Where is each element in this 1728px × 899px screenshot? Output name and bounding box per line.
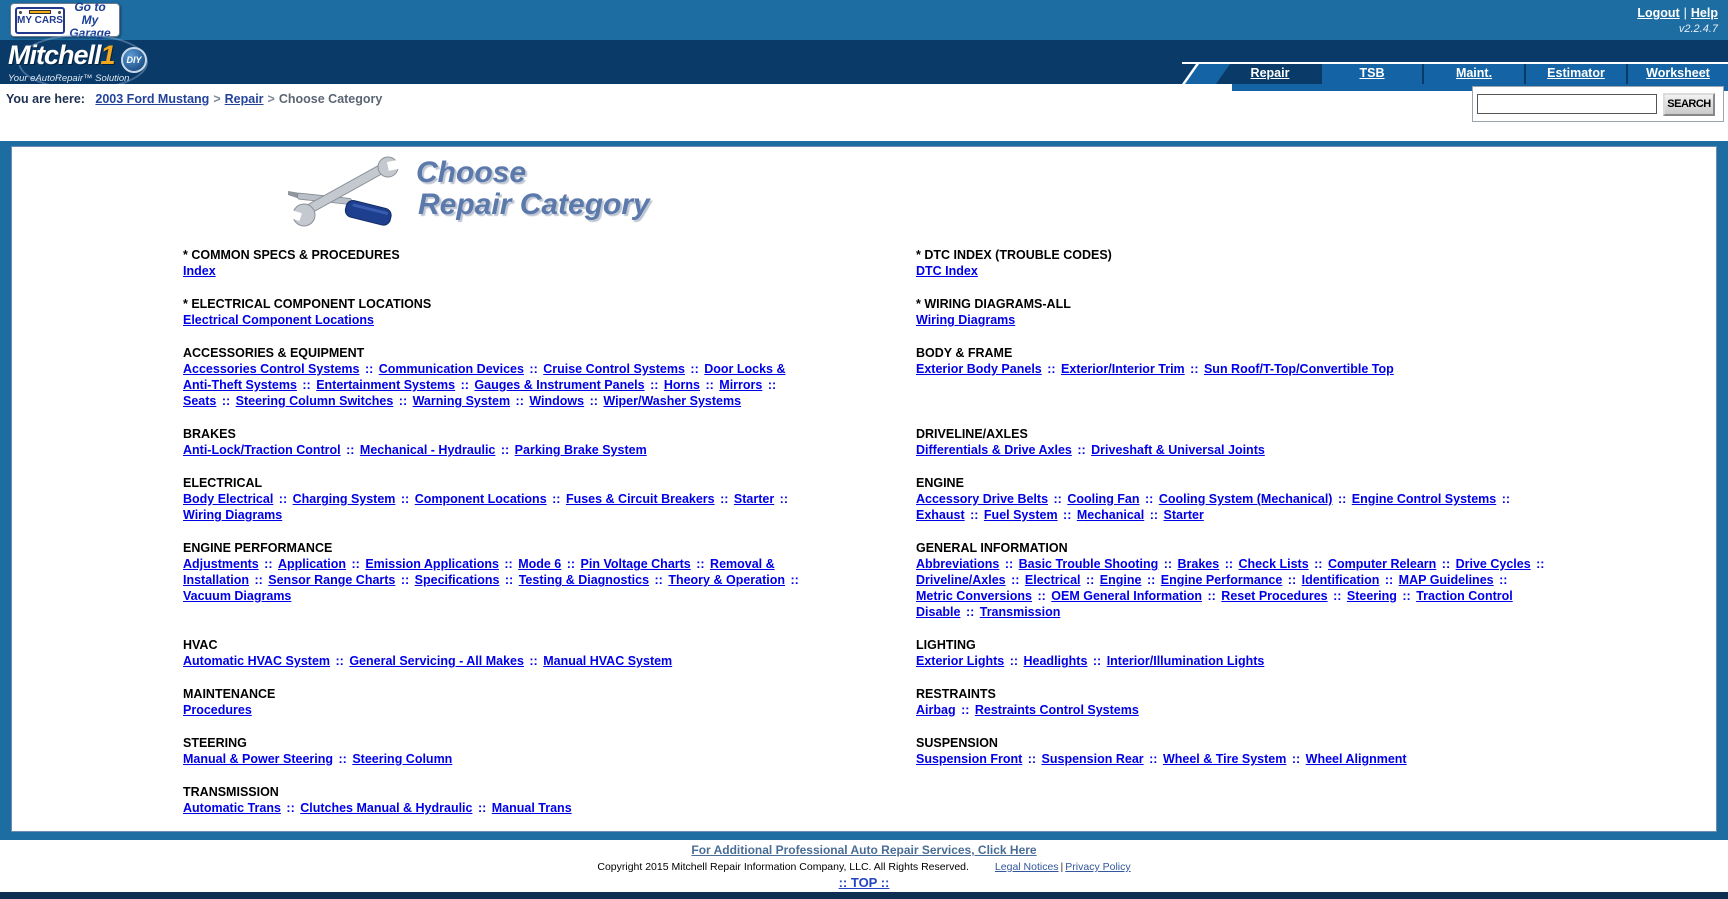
category-heading: ACCESSORIES & EQUIPMENT: [183, 346, 365, 360]
category-heading: LIGHTING: [916, 638, 976, 652]
footer: [0, 840, 1728, 892]
link-separator: ::: [298, 378, 315, 392]
category-link[interactable]: Restraints Control Systems: [974, 703, 1139, 717]
category-heading: BRAKES: [183, 427, 236, 441]
category-link[interactable]: Engine: [1099, 573, 1142, 587]
category-link[interactable]: Cruise Control Systems: [543, 362, 685, 376]
tab-maint[interactable]: Maint.: [1424, 64, 1524, 84]
category-link[interactable]: Electrical: [1024, 573, 1081, 587]
breadcrumb-current: Choose Category: [278, 92, 383, 106]
search-button[interactable]: SEARCH: [1663, 93, 1715, 116]
category-link[interactable]: Reset Procedures: [1221, 589, 1328, 603]
category-link[interactable]: Mirrors: [719, 378, 763, 392]
category-link[interactable]: Procedures: [183, 703, 252, 717]
category-links: [183, 263, 808, 279]
plate-label: MY CARS: [17, 14, 63, 26]
category-link[interactable]: Manual Trans: [491, 801, 572, 815]
additional-services-link[interactable]: For Additional Professional Auto Repair Services, Click Here: [691, 843, 1037, 857]
category-links: [916, 556, 1546, 620]
category-heading: HVAC: [183, 638, 218, 652]
category-heading: ENGINE: [916, 476, 964, 490]
category-link[interactable]: Windows: [529, 394, 585, 408]
category-link[interactable]: Manual & Power Steering: [183, 752, 334, 766]
category-section: [183, 686, 808, 718]
category-links: [183, 702, 808, 718]
category-link[interactable]: Engine Control Systems: [1351, 492, 1497, 506]
category-heading: MAINTENANCE: [183, 687, 276, 701]
link-separator: ::: [966, 508, 982, 522]
category-link[interactable]: Brakes: [1177, 557, 1220, 571]
link-separator: ::: [548, 492, 564, 506]
link-separator: ::: [361, 362, 377, 376]
link-separator: ::: [1006, 654, 1022, 668]
link-separator: ::: [525, 654, 542, 668]
category-section: [916, 784, 1546, 816]
wrench-screwdriver-icon: [284, 153, 402, 233]
link-separator: ::: [501, 573, 517, 587]
link-separator: ::: [1001, 557, 1017, 571]
page-title-line1: Choose: [416, 156, 527, 189]
category-link[interactable]: Engine Performance: [1160, 573, 1283, 587]
category-heading: * WIRING DIAGRAMS-ALL: [916, 297, 1071, 311]
link-separator: ::: [1146, 508, 1162, 522]
category-section: [183, 247, 808, 279]
category-link[interactable]: Gauges & Instrument Panels: [474, 378, 645, 392]
page-title-block: [284, 153, 650, 233]
category-links: [183, 491, 808, 523]
link-separator: ::: [397, 573, 413, 587]
category-heading: TRANSMISSION: [183, 785, 279, 799]
category-link[interactable]: Mode 6: [518, 557, 562, 571]
legal-notices-link[interactable]: Legal Notices: [994, 861, 1059, 873]
link-separator: ::: [1082, 573, 1098, 587]
category-links: [916, 312, 1546, 328]
category-link[interactable]: Sun Roof/T-Top/Convertible Top: [1203, 362, 1394, 376]
logo-tagline: Your eAutoRepair™ Solution: [8, 72, 130, 84]
category-link[interactable]: Application: [277, 557, 347, 571]
category-section: [916, 426, 1546, 458]
category-link[interactable]: Cooling System (Mechanical): [1158, 492, 1333, 506]
link-separator: ::: [275, 492, 291, 506]
category-links: [183, 442, 808, 458]
link-separator: ::: [1310, 557, 1326, 571]
plate-strip-icon: [29, 10, 51, 14]
link-separator: ::: [1143, 573, 1159, 587]
category-link[interactable]: Fuses & Circuit Breakers: [565, 492, 715, 506]
copyright-text: Copyright 2015 Mitchell Repair Information Company, LLC. All Rights Reserved.: [597, 861, 969, 873]
category-link[interactable]: Removal & Installation: [183, 557, 775, 587]
category-section: [183, 426, 808, 458]
breadcrumb-items: [88, 92, 382, 106]
category-link[interactable]: Exterior Body Panels: [916, 362, 1042, 376]
category-links: [183, 556, 808, 604]
category-link[interactable]: Sensor Range Charts: [268, 573, 396, 587]
link-separator: ::: [218, 394, 234, 408]
category-link[interactable]: Wiring Diagrams: [183, 508, 283, 522]
link-separator: ::: [1050, 492, 1066, 506]
link-separator: ::: [1160, 557, 1176, 571]
help-link[interactable]: Help: [1690, 6, 1718, 20]
category-link[interactable]: Differentials & Drive Axles: [916, 443, 1072, 457]
link-separator: ::: [395, 394, 411, 408]
category-link[interactable]: Starter: [733, 492, 775, 506]
tab-tsb[interactable]: TSB: [1322, 64, 1422, 84]
category-link[interactable]: Testing & Diagnostics: [518, 573, 650, 587]
category-link[interactable]: Basic Trouble Shooting: [1018, 557, 1159, 571]
link-separator: ::: [335, 752, 351, 766]
bottom-strip: [0, 892, 1728, 899]
garage-button-label: Go to My Garage: [69, 0, 111, 40]
category-link[interactable]: Component Locations: [414, 492, 547, 506]
category-section: [183, 637, 808, 669]
breadcrumb: [6, 92, 382, 106]
copyright-row: Copyright 2015 Mitchell Repair Information Company, LLC. All Rights Reserved. Legal Notices | Privacy Policy: [597, 861, 1131, 873]
breadcrumb-link[interactable]: 2003 Ford Mustang: [95, 92, 210, 106]
link-separator: ::: [776, 492, 789, 506]
link-separator: ::: [497, 443, 513, 457]
link-separator: ::: [1034, 589, 1050, 603]
category-link[interactable]: Wiring Diagrams: [916, 313, 1016, 327]
category-section: [916, 247, 1546, 279]
top-link[interactable]: :: TOP ::: [838, 875, 890, 890]
link-separator: ::: [1329, 589, 1345, 603]
link-separator: ::: [1495, 573, 1508, 587]
category-heading: DRIVELINE/AXLES: [916, 427, 1028, 441]
link-separator: ::: [525, 362, 542, 376]
category-links: [916, 702, 1546, 718]
category-heading: ENGINE PERFORMANCE: [183, 541, 333, 555]
category-heading: GENERAL INFORMATION: [916, 541, 1068, 555]
nav-tabs: [1182, 62, 1728, 84]
link-separator: ::: [1381, 573, 1397, 587]
category-links: [183, 800, 808, 816]
category-link[interactable]: Suspension Rear: [1041, 752, 1144, 766]
category-link[interactable]: Steering Column Switches: [235, 394, 394, 408]
link-separator: ::: [1284, 573, 1300, 587]
category-link[interactable]: Drive Cycles: [1455, 557, 1531, 571]
link-separator: ::: [1204, 589, 1220, 603]
category-section: [183, 296, 808, 328]
category-links: [183, 361, 808, 409]
link-separator: ::: [1043, 362, 1060, 376]
category-heading: * DTC INDEX (TROUBLE CODES): [916, 248, 1112, 262]
category-link[interactable]: Metric Conversions: [916, 589, 1033, 603]
logout-link[interactable]: Logout: [1637, 6, 1680, 20]
link-separator: ::: [1288, 752, 1304, 766]
category-link[interactable]: Accessories Control Systems: [183, 362, 360, 376]
link-separator: ::: [1059, 508, 1075, 522]
tab-repair[interactable]: Repair: [1220, 64, 1320, 84]
category-link[interactable]: Index: [183, 264, 216, 278]
category-links: [916, 361, 1546, 377]
category-link[interactable]: Manual HVAC System: [543, 654, 673, 668]
link-separator: ::: [260, 557, 276, 571]
category-heading: SUSPENSION: [916, 736, 998, 750]
category-link[interactable]: Accessory Drive Belts: [916, 492, 1049, 506]
mitchell1-logo: [8, 42, 208, 84]
category-links: [916, 653, 1546, 669]
link-separator: ::: [764, 378, 777, 392]
link-separator: ::: [332, 654, 348, 668]
link-separator: ::: [342, 443, 358, 457]
link-separator: ::: [1089, 654, 1105, 668]
category-section: [183, 784, 808, 816]
category-link[interactable]: Automatic HVAC System: [183, 654, 331, 668]
category-link[interactable]: Suspension Front: [916, 752, 1023, 766]
license-plate-icon: [15, 7, 65, 34]
category-link[interactable]: Door Locks & Anti-Theft Systems: [183, 362, 786, 392]
link-separator: ::: [1498, 492, 1511, 506]
link-separator: ::: [500, 557, 517, 571]
link-separator: ::: [282, 801, 299, 815]
category-heading: BODY & FRAME: [916, 346, 1013, 360]
link-separator: ::: [512, 394, 528, 408]
category-section: [916, 735, 1546, 767]
tab-estimator[interactable]: Estimator: [1526, 64, 1626, 84]
link-separator: ::: [692, 557, 709, 571]
category-link[interactable]: Identification: [1301, 573, 1380, 587]
category-link[interactable]: Emission Applications: [365, 557, 499, 571]
link-separator: ::: [457, 378, 473, 392]
category-link[interactable]: Interior/Illumination Lights: [1106, 654, 1265, 668]
go-to-my-garage-button[interactable]: [10, 0, 120, 40]
category-section: [183, 540, 808, 620]
category-link[interactable]: Parking Brake System: [514, 443, 647, 457]
category-link[interactable]: Starter: [1163, 508, 1204, 522]
link-separator: ::: [1186, 362, 1202, 376]
header-band: [0, 40, 1728, 84]
category-link[interactable]: Mechanical - Hydraulic: [359, 443, 496, 457]
category-links: [183, 312, 808, 328]
category-link[interactable]: General Servicing - All Makes: [349, 654, 524, 668]
category-section: [916, 540, 1546, 620]
category-link[interactable]: Exterior Lights: [916, 654, 1005, 668]
link-separator: ::: [787, 573, 799, 587]
category-link[interactable]: Anti-Lock/Traction Control: [183, 443, 341, 457]
category-link[interactable]: Wheel & Tire System: [1162, 752, 1287, 766]
category-links: [183, 751, 808, 767]
privacy-policy-link[interactable]: Privacy Policy: [1065, 861, 1131, 873]
category-link[interactable]: Traction Control Disable: [916, 589, 1513, 619]
category-link[interactable]: Abbreviations: [916, 557, 1000, 571]
category-link[interactable]: Driveline/Axles: [916, 573, 1006, 587]
link-separator: ::: [1007, 573, 1023, 587]
link-separator: ::: [1532, 557, 1545, 571]
diy-badge: DIY: [121, 47, 147, 73]
link-separator: ::: [1073, 443, 1090, 457]
category-links: [916, 442, 1546, 458]
breadcrumb-prefix: You are here:: [6, 92, 85, 106]
plate-screw-icon: [58, 11, 61, 14]
category-link[interactable]: Automatic Trans: [183, 801, 281, 815]
category-links: [183, 653, 808, 669]
category-link[interactable]: Clutches Manual & Hydraulic: [300, 801, 473, 815]
category-link[interactable]: Specifications: [414, 573, 500, 587]
category-section: [916, 345, 1546, 409]
category-link[interactable]: Driveshaft & Universal Joints: [1091, 443, 1265, 457]
category-section: [916, 686, 1546, 718]
category-link[interactable]: Headlights: [1023, 654, 1088, 668]
category-link[interactable]: Steering: [1346, 589, 1397, 603]
link-separator: ::: [586, 394, 602, 408]
link-separator: ::: [1438, 557, 1454, 571]
category-section: [183, 735, 808, 767]
category-links: [916, 751, 1546, 767]
category-heading: ELECTRICAL: [183, 476, 263, 490]
session-links: Logout | Help: [1637, 6, 1718, 20]
category-link[interactable]: Warning System: [412, 394, 511, 408]
category-link[interactable]: Computer Relearn: [1327, 557, 1437, 571]
link-separator: ::: [563, 557, 579, 571]
link-separator: ::: [1024, 752, 1040, 766]
link-separator: ::: [397, 492, 413, 506]
brand-one: 1: [100, 40, 115, 70]
category-link[interactable]: Fuel System: [983, 508, 1058, 522]
category-link[interactable]: Communication Devices: [378, 362, 524, 376]
link-separator: ::: [1145, 752, 1161, 766]
category-link[interactable]: Seats: [183, 394, 217, 408]
search-box: [1472, 86, 1724, 122]
category-link[interactable]: Entertainment Systems: [316, 378, 456, 392]
category-section: [916, 637, 1546, 669]
category-link[interactable]: MAP Guidelines: [1398, 573, 1494, 587]
link-separator: ::: [250, 573, 267, 587]
breadcrumb-bar: [0, 84, 1728, 141]
category-heading: RESTRAINTS: [916, 687, 996, 701]
category-section: [916, 296, 1546, 328]
category-link[interactable]: DTC Index: [916, 264, 978, 278]
link-separator: ::: [957, 703, 973, 717]
breadcrumb-link[interactable]: Repair: [224, 92, 264, 106]
category-section: [916, 475, 1546, 523]
category-link[interactable]: Exhaust: [916, 508, 965, 522]
category-link[interactable]: Check Lists: [1238, 557, 1309, 571]
link-separator: ::: [651, 573, 667, 587]
link-separator: ::: [962, 605, 978, 619]
link-separator: ::: [1334, 492, 1350, 506]
category-heading: * COMMON SPECS & PROCEDURES: [183, 248, 400, 262]
category-section: [183, 475, 808, 523]
search-input[interactable]: [1477, 94, 1657, 114]
category-link[interactable]: Pin Voltage Charts: [580, 557, 691, 571]
category-heading: * ELECTRICAL COMPONENT LOCATIONS: [183, 297, 432, 311]
category-link[interactable]: Adjustments: [183, 557, 259, 571]
page-title: [416, 153, 650, 221]
brand-text: Mitchell: [8, 40, 101, 70]
link-separator: ::: [646, 378, 662, 392]
category-link[interactable]: Exterior/Interior Trim: [1061, 362, 1185, 376]
category-link[interactable]: Body Electrical: [183, 492, 274, 506]
category-link[interactable]: Horns: [663, 378, 700, 392]
category-link[interactable]: Cooling Fan: [1067, 492, 1140, 506]
category-link[interactable]: Airbag: [916, 703, 956, 717]
category-link[interactable]: Theory & Operation: [668, 573, 786, 587]
category-link[interactable]: Wheel Alignment: [1305, 752, 1407, 766]
category-link[interactable]: Mechanical: [1076, 508, 1145, 522]
category-link[interactable]: Charging System: [292, 492, 396, 506]
category-section: [183, 345, 808, 409]
category-link[interactable]: Wiper/Washer Systems: [603, 394, 742, 408]
breadcrumb-separator: >: [213, 92, 221, 106]
link-separator: ::: [686, 362, 703, 376]
category-grid: [183, 247, 1563, 816]
category-links: [916, 491, 1546, 523]
link-separator: ::: [474, 801, 490, 815]
link-separator: ::: [1221, 557, 1237, 571]
top-bar: [0, 0, 1728, 40]
category-link[interactable]: OEM General Information: [1051, 589, 1203, 603]
link-separator: ::: [716, 492, 732, 506]
tab-worksheet[interactable]: Worksheet: [1628, 64, 1728, 84]
breadcrumb-separator: >: [267, 92, 275, 106]
category-link[interactable]: Steering Column: [352, 752, 453, 766]
category-links: [916, 263, 1546, 279]
page-title-line2: Repair Category: [418, 188, 650, 221]
link-separator: ::: [348, 557, 364, 571]
category-link[interactable]: Transmission: [979, 605, 1061, 619]
link-separator: ::: [702, 378, 718, 392]
category-link[interactable]: Electrical Component Locations: [183, 313, 375, 327]
version-label: v2.2.4.7: [1678, 23, 1718, 35]
plate-screw-icon: [19, 11, 22, 14]
link-separator: ::: [1141, 492, 1157, 506]
category-link[interactable]: Vacuum Diagrams: [183, 589, 292, 603]
link-separator: ::: [1398, 589, 1415, 603]
category-heading: STEERING: [183, 736, 247, 750]
content-panel: [11, 146, 1717, 832]
